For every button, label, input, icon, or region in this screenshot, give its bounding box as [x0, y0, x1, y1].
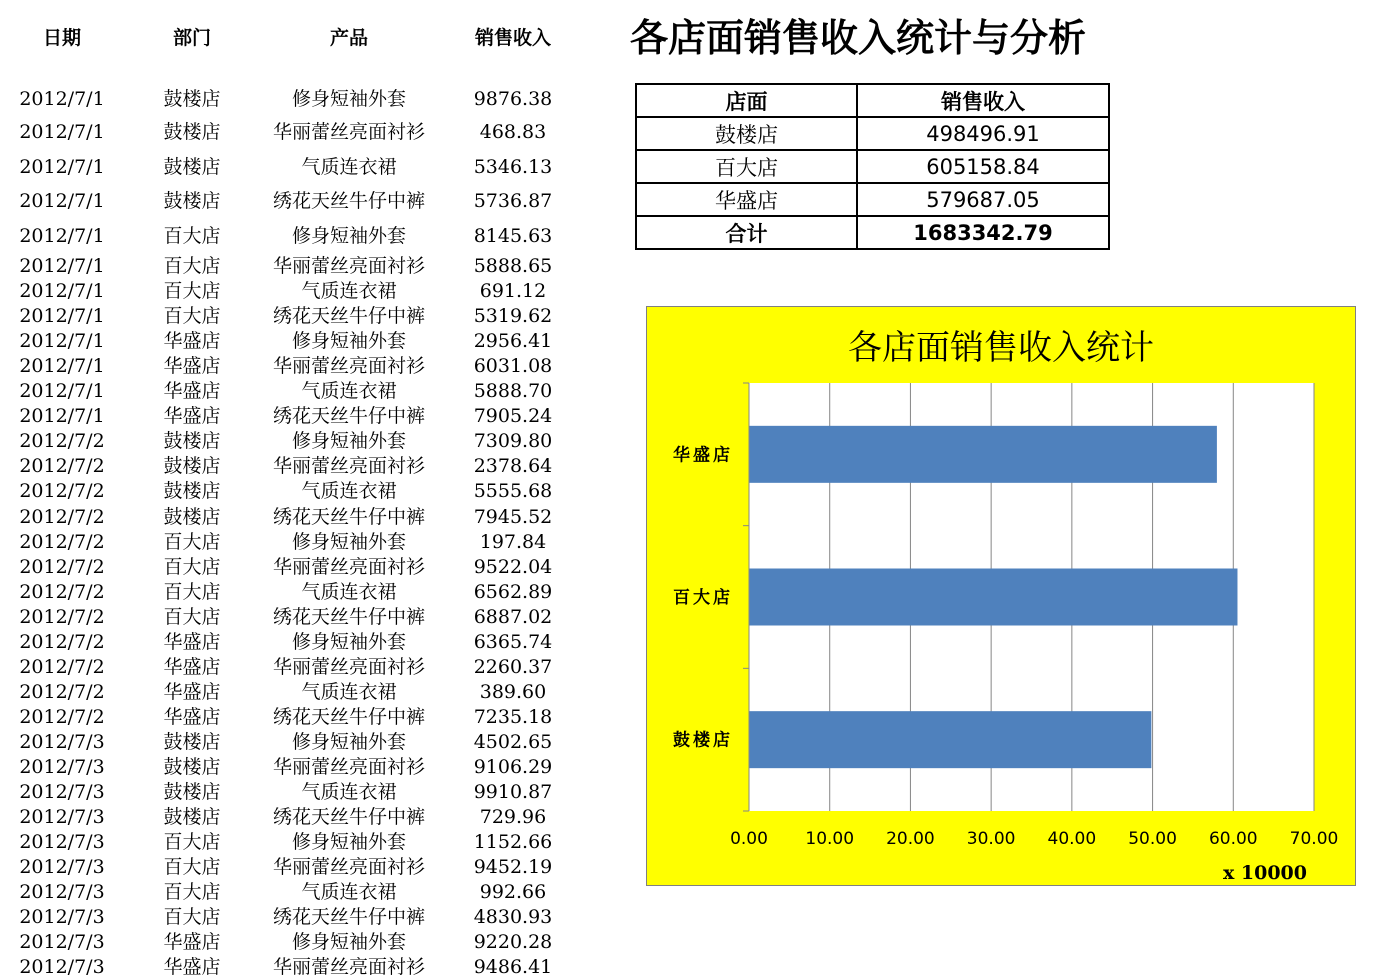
cell-rev: 6365.74	[473, 630, 553, 653]
summary-total-label: 合计	[636, 216, 857, 249]
cell-prod: 绣花天丝牛仔中裤	[272, 505, 425, 528]
cell-prod: 修身短袖外套	[291, 630, 406, 653]
summary-store: 百大店	[636, 150, 857, 183]
cell-rev: 5888.70	[473, 380, 553, 403]
cell-dept: 百大店	[163, 906, 221, 929]
page-title: 各店面销售收入统计与分析	[630, 16, 1087, 60]
cell-prod: 气质连衣裙	[301, 781, 397, 804]
cell-date: 2012/7/2	[19, 655, 105, 678]
summary-row	[636, 117, 1109, 150]
cell-prod: 气质连衣裙	[301, 280, 397, 303]
cell-rev: 468.83	[479, 121, 547, 143]
cell-date: 2012/7/2	[19, 530, 105, 553]
cell-dept: 华盛店	[163, 705, 221, 728]
cell-prod: 气质连衣裙	[301, 881, 397, 904]
cell-dept: 百大店	[163, 255, 221, 277]
chart-title: 各店面销售收入统计	[848, 328, 1154, 368]
table-row	[0, 730, 600, 755]
cell-dept: 鼓楼店	[163, 505, 221, 528]
cell-date: 2012/7/2	[19, 630, 105, 653]
cell-rev: 9876.38	[473, 88, 553, 110]
cell-rev: 197.84	[479, 530, 547, 553]
cell-prod: 修身短袖外套	[291, 225, 406, 247]
x-tick-label: 30.00	[966, 829, 1016, 849]
table-row	[0, 680, 600, 705]
cell-date: 2012/7/2	[19, 505, 105, 528]
cell-dept: 百大店	[163, 530, 221, 553]
cell-date: 2012/7/2	[19, 430, 105, 453]
cell-rev: 7905.24	[473, 405, 553, 428]
cell-rev: 5888.65	[473, 255, 553, 277]
table-row	[0, 404, 600, 429]
x-tick-label: 70.00	[1289, 829, 1339, 849]
table-row	[0, 830, 600, 855]
table-row	[0, 580, 600, 605]
cell-dept: 华盛店	[163, 655, 221, 678]
table-row	[0, 224, 600, 249]
summary-table	[635, 83, 1110, 250]
cell-rev: 5319.62	[473, 305, 553, 328]
table-row	[0, 855, 600, 880]
bar	[749, 426, 1217, 483]
table-row	[0, 429, 600, 454]
bar	[749, 711, 1151, 768]
cell-date: 2012/7/2	[19, 680, 105, 703]
cell-prod: 华丽蕾丝亮面衬衫	[272, 756, 425, 778]
cell-rev: 6031.08	[473, 355, 553, 378]
cell-dept: 鼓楼店	[163, 730, 221, 753]
cell-date: 2012/7/2	[19, 605, 105, 628]
cell-dept: 百大店	[163, 831, 221, 854]
cell-dept: 鼓楼店	[163, 480, 221, 503]
sales-ledger	[0, 0, 600, 980]
cell-rev: 6562.89	[473, 580, 553, 603]
table-row	[0, 354, 600, 379]
table-row	[0, 955, 600, 980]
cell-rev: 389.60	[479, 680, 547, 703]
x-tick-label: 10.00	[805, 829, 855, 849]
cell-date: 2012/7/3	[19, 856, 105, 879]
cell-prod: 绣花天丝牛仔中裤	[272, 190, 425, 212]
cell-date: 2012/7/3	[19, 831, 105, 854]
cell-dept: 华盛店	[163, 680, 221, 703]
cell-dept: 百大店	[163, 580, 221, 603]
cell-dept: 鼓楼店	[163, 156, 221, 178]
table-row	[0, 805, 600, 830]
table-row	[0, 880, 600, 905]
cell-date: 2012/7/1	[19, 156, 105, 178]
table-row	[0, 120, 600, 145]
cell-date: 2012/7/3	[19, 956, 105, 979]
cell-date: 2012/7/3	[19, 806, 105, 829]
table-row	[0, 155, 600, 180]
x-tick-label: 0.00	[730, 829, 768, 849]
cell-rev: 992.66	[479, 881, 547, 904]
table-row	[0, 705, 600, 730]
cell-date: 2012/7/3	[19, 931, 105, 954]
cell-date: 2012/7/1	[19, 330, 105, 353]
cell-date: 2012/7/3	[19, 881, 105, 904]
cell-rev: 7235.18	[473, 705, 553, 728]
cell-rev: 729.96	[479, 806, 547, 829]
cell-prod: 绣花天丝牛仔中裤	[272, 705, 425, 728]
bar	[749, 569, 1237, 626]
cell-dept: 鼓楼店	[163, 455, 221, 478]
cell-rev: 9522.04	[473, 555, 553, 578]
cell-dept: 鼓楼店	[163, 806, 221, 829]
cell-rev: 5555.68	[473, 480, 553, 503]
cell-date: 2012/7/1	[19, 355, 105, 378]
summary-revenue: 498496.91	[857, 117, 1109, 150]
summary-store: 鼓楼店	[636, 117, 857, 150]
cell-dept: 百大店	[163, 856, 221, 879]
header-date: 日期	[42, 27, 81, 49]
cell-date: 2012/7/1	[19, 280, 105, 303]
cell-date: 2012/7/1	[19, 380, 105, 403]
summary-row	[636, 150, 1109, 183]
cell-prod: 修身短袖外套	[291, 330, 406, 353]
cell-date: 2012/7/3	[19, 756, 105, 778]
cell-date: 2012/7/3	[19, 781, 105, 804]
cell-dept: 百大店	[163, 555, 221, 578]
table-row	[0, 605, 600, 630]
cell-dept: 华盛店	[163, 931, 221, 954]
table-row	[0, 905, 600, 930]
cell-date: 2012/7/1	[19, 305, 105, 328]
category-label: 百大店	[673, 588, 733, 608]
table-row	[0, 755, 600, 780]
table-row	[0, 329, 600, 354]
cell-dept: 华盛店	[163, 330, 221, 353]
cell-prod: 绣花天丝牛仔中裤	[272, 906, 425, 929]
x-tick-label: 20.00	[886, 829, 935, 849]
header-dept: 部门	[172, 27, 211, 49]
cell-date: 2012/7/3	[19, 906, 105, 929]
cell-dept: 华盛店	[163, 380, 221, 403]
summary-header-revenue: 销售收入	[857, 84, 1109, 117]
cell-date: 2012/7/3	[19, 730, 105, 753]
cell-prod: 修身短袖外套	[291, 530, 406, 553]
cell-prod: 修身短袖外套	[291, 931, 406, 954]
cell-prod: 绣花天丝牛仔中裤	[272, 605, 425, 628]
table-row	[0, 254, 600, 279]
cell-prod: 气质连衣裙	[301, 480, 397, 503]
cell-date: 2012/7/2	[19, 580, 105, 603]
cell-prod: 华丽蕾丝亮面衬衫	[272, 655, 425, 678]
cell-rev: 4830.93	[473, 906, 553, 929]
table-row	[0, 279, 600, 304]
cell-rev: 9220.28	[473, 931, 553, 954]
table-row	[0, 780, 600, 805]
cell-date: 2012/7/1	[19, 225, 105, 247]
cell-date: 2012/7/2	[19, 455, 105, 478]
cell-rev: 2260.37	[473, 655, 553, 678]
cell-prod: 气质连衣裙	[301, 156, 397, 178]
table-row	[0, 479, 600, 504]
cell-date: 2012/7/1	[19, 121, 105, 143]
cell-rev: 4502.65	[473, 730, 553, 753]
cell-rev: 8145.63	[473, 225, 553, 247]
cell-prod: 华丽蕾丝亮面衬衫	[272, 455, 425, 478]
table-row	[0, 655, 600, 680]
cell-prod: 华丽蕾丝亮面衬衫	[272, 255, 425, 277]
cell-rev: 691.12	[479, 280, 547, 303]
cell-prod: 华丽蕾丝亮面衬衫	[272, 355, 425, 378]
cell-dept: 百大店	[163, 881, 221, 904]
revenue-bar-chart	[646, 306, 1356, 886]
cell-date: 2012/7/1	[19, 190, 105, 212]
table-row	[0, 505, 600, 530]
x-unit-label: x 10000	[1222, 862, 1307, 884]
cell-date: 2012/7/1	[19, 255, 105, 277]
table-row	[0, 530, 600, 555]
cell-rev: 2956.41	[473, 330, 553, 353]
table-row	[0, 304, 600, 329]
cell-date: 2012/7/1	[19, 405, 105, 428]
cell-prod: 气质连衣裙	[301, 680, 397, 703]
summary-revenue: 605158.84	[857, 150, 1109, 183]
cell-prod: 修身短袖外套	[291, 730, 406, 753]
cell-date: 2012/7/1	[19, 88, 105, 110]
cell-prod: 绣花天丝牛仔中裤	[272, 405, 425, 428]
cell-prod: 修身短袖外套	[291, 430, 406, 453]
x-tick-label: 50.00	[1128, 829, 1177, 849]
summary-row	[636, 183, 1109, 216]
cell-rev: 9452.19	[473, 856, 553, 879]
cell-dept: 鼓楼店	[163, 190, 221, 212]
cell-dept: 百大店	[163, 605, 221, 628]
summary-total-row	[636, 216, 1109, 249]
table-row	[0, 87, 600, 112]
cell-dept: 华盛店	[163, 355, 221, 378]
table-row	[0, 930, 600, 955]
cell-prod: 修身短袖外套	[291, 831, 406, 854]
cell-prod: 绣花天丝牛仔中裤	[272, 806, 425, 829]
cell-prod: 华丽蕾丝亮面衬衫	[272, 956, 425, 979]
cell-prod: 华丽蕾丝亮面衬衫	[272, 856, 425, 879]
cell-date: 2012/7/2	[19, 480, 105, 503]
table-row	[0, 379, 600, 404]
cell-date: 2012/7/2	[19, 555, 105, 578]
chart-svg	[647, 307, 1355, 885]
cell-dept: 华盛店	[163, 630, 221, 653]
cell-rev: 5346.13	[473, 156, 553, 178]
table-row	[0, 555, 600, 580]
cell-dept: 鼓楼店	[163, 756, 221, 778]
cell-dept: 百大店	[163, 225, 221, 247]
cell-rev: 7945.52	[473, 505, 553, 528]
header-product: 产品	[329, 27, 368, 49]
category-label: 华盛店	[673, 445, 733, 466]
cell-dept: 华盛店	[163, 956, 221, 979]
cell-dept: 鼓楼店	[163, 88, 221, 110]
cell-rev: 9910.87	[473, 781, 553, 804]
table-row	[0, 189, 600, 214]
category-label: 鼓楼店	[673, 730, 733, 751]
x-tick-label: 60.00	[1208, 829, 1258, 849]
cell-dept: 百大店	[163, 305, 221, 328]
summary-header-store: 店面	[636, 84, 857, 117]
summary-store: 华盛店	[636, 183, 857, 216]
cell-rev: 9486.41	[473, 956, 553, 979]
cell-prod: 修身短袖外套	[291, 88, 406, 110]
cell-rev: 6887.02	[473, 605, 553, 628]
table-row	[0, 454, 600, 479]
cell-dept: 鼓楼店	[163, 121, 221, 143]
cell-date: 2012/7/2	[19, 705, 105, 728]
cell-rev: 5736.87	[473, 190, 553, 212]
cell-dept: 鼓楼店	[163, 781, 221, 804]
cell-prod: 华丽蕾丝亮面衬衫	[272, 121, 425, 143]
cell-prod: 气质连衣裙	[301, 380, 397, 403]
x-tick-label: 40.00	[1047, 829, 1097, 849]
cell-prod: 绣花天丝牛仔中裤	[272, 305, 425, 328]
cell-prod: 华丽蕾丝亮面衬衫	[272, 555, 425, 578]
cell-rev: 1152.66	[473, 831, 553, 854]
cell-dept: 百大店	[163, 280, 221, 303]
cell-dept: 华盛店	[163, 405, 221, 428]
cell-rev: 7309.80	[473, 430, 553, 453]
axes	[743, 383, 749, 811]
cell-rev: 9106.29	[473, 756, 553, 778]
cell-rev: 2378.64	[473, 455, 553, 478]
cell-dept: 鼓楼店	[163, 430, 221, 453]
summary-total-revenue: 1683342.79	[857, 216, 1109, 249]
summary-revenue: 579687.05	[857, 183, 1109, 216]
cell-prod: 气质连衣裙	[301, 580, 397, 603]
table-row	[0, 630, 600, 655]
summary-header-row	[636, 84, 1109, 117]
header-revenue: 销售收入	[474, 27, 551, 49]
